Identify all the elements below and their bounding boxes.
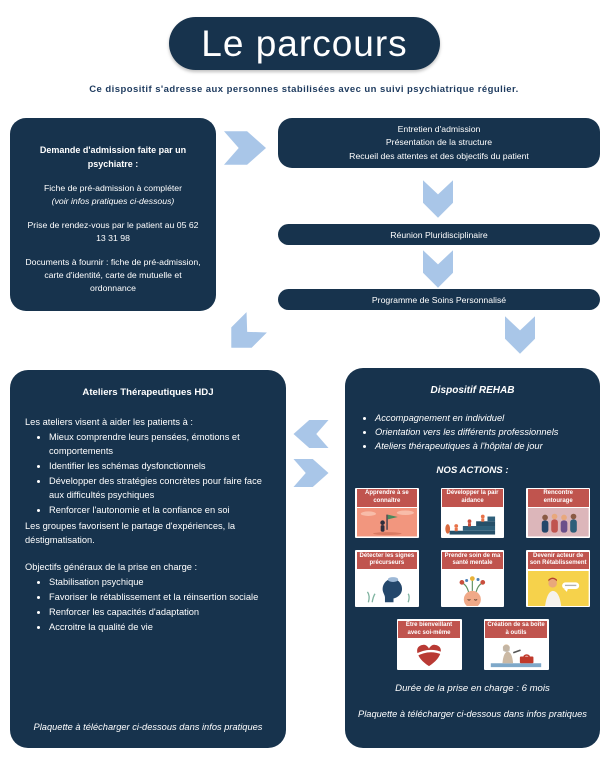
actions-row-1 [355, 488, 590, 539]
action-card [355, 550, 419, 607]
admission-interview-box [278, 118, 600, 168]
arrow-right-icon [291, 459, 331, 487]
admission-request-line2: Prise de rendez-vous par le patient au 05 62 13 31 98 [27, 220, 199, 244]
workshops-footer-note: Plaquette à télécharger ci-dessous dans infos pratiques [33, 722, 263, 733]
action-card-label: Rencontre entourage [528, 489, 589, 507]
arrow-down-left-icon [219, 310, 268, 359]
peer-support-illustration [442, 508, 503, 536]
interview-line1: Entretien d'admission [397, 123, 481, 134]
list-item: • Ateliers thérapeutiques à l'hôpital de jour [375, 439, 590, 453]
arrow-down-icon [505, 315, 535, 355]
action-card-label: Prendre soin de ma santé mentale [442, 552, 503, 570]
action-card [441, 488, 505, 539]
rehab-footer-note: Plaquette à télécharger ci-dessous dans infos pratiques [358, 709, 587, 720]
admission-request-line3: Documents à fournir : fiche de pré-admission, carte d'identité, carte de mutuelle et ordonnance [25, 257, 201, 294]
action-card [355, 488, 419, 539]
action-card-label: Apprendre à se connaître [357, 489, 418, 507]
list-item: • Mieux comprendre leurs pensées, émotions et comportements [49, 431, 271, 459]
action-card [484, 619, 549, 670]
list-item: • Accompagnement en individuel [375, 411, 590, 425]
arrow-left-icon [291, 420, 331, 448]
interview-line3: Recueil des attentes et des objectifs du patient [349, 150, 529, 161]
action-card-label: Création de sa boîte à outils [485, 621, 547, 639]
recovery-actor-illustration [528, 571, 589, 606]
actions-row-2 [355, 550, 590, 607]
self-kindness-illustration [398, 640, 460, 669]
page-title-box [169, 17, 440, 70]
action-card [397, 619, 462, 670]
list-item: • Identifier les schémas dysfonctionnels [49, 460, 271, 474]
arrow-right-icon [224, 131, 266, 165]
workshops-heading: Ateliers Thérapeutiques HDJ [82, 387, 214, 398]
mental-health-care-illustration [442, 571, 503, 606]
page-title: Le parcours [201, 22, 408, 64]
list-item: • Accroitre la qualité de vie [49, 621, 271, 635]
rehab-duration-note: Durée de la prise en charge : 6 mois [395, 683, 550, 695]
program-step-label: Programme de Soins Personnalisé [371, 294, 507, 305]
action-card [526, 550, 590, 607]
admission-request-note: (voir infos pratiques ci-dessous) [51, 196, 175, 207]
workshops-note: Les groupes favorisent le partage d'expériences, la déstigmatisation. [25, 520, 236, 545]
action-card-label: Être bienveillant avec soi-même [398, 621, 460, 639]
list-item: • Orientation vers les différents professionnels [375, 425, 590, 439]
rehab-box [345, 368, 600, 748]
action-card [441, 550, 505, 607]
workshops-goal-list [25, 431, 271, 518]
program-step-bar [278, 289, 600, 310]
action-card-label: Devenir acteur de son Rétablissement [528, 552, 589, 570]
arrow-down-icon [423, 180, 453, 218]
list-item: • Renforcer les capacités d'adaptation [49, 606, 271, 620]
workshops-box [10, 370, 286, 748]
admission-request-box [10, 118, 216, 311]
rehab-bullet-list [355, 411, 590, 454]
list-item: • Renforcer l'autonomie et la confiance en soi [49, 504, 271, 518]
meeting-step-bar [278, 224, 600, 245]
family-meeting-illustration [528, 508, 589, 536]
list-item: • Développer des stratégies concrètes pour faire face aux difficultés psychiques [49, 475, 271, 503]
meeting-step-label: Réunion Pluridisciplinaire [390, 229, 488, 240]
actions-row-3 [355, 619, 590, 670]
workshops-objective-list [25, 576, 271, 635]
action-card-label: Détecter les signes précurseurs [357, 552, 418, 570]
warning-signs-illustration [357, 571, 418, 606]
action-card-label: Développer la pair aidance [442, 489, 503, 507]
rehab-heading: Dispositif REHAB [430, 385, 515, 396]
rehab-actions-heading: NOS ACTIONS : [436, 464, 509, 476]
admission-request-heading: Demande d'admission faite par un psychiatre : [39, 145, 187, 169]
action-card [526, 488, 590, 539]
toolbox-illustration [485, 640, 547, 669]
arrow-down-icon [423, 250, 453, 288]
workshops-objectives-heading: Objectifs généraux de la prise en charge : [25, 561, 198, 572]
self-knowledge-illustration [357, 508, 418, 536]
list-item: • Favoriser le rétablissement et la réinsertion sociale [49, 591, 271, 605]
list-item: • Stabilisation psychique [49, 576, 271, 590]
admission-request-line1: Fiche de pré-admission à compléter [43, 183, 183, 193]
workshops-intro: Les ateliers visent à aider les patients à : [25, 417, 193, 428]
page-subtitle: Ce dispositif s'adresse aux personnes stabilisées avec un suivi psychiatrique régulier. [89, 84, 519, 95]
interview-line2: Présentation de la structure [385, 137, 493, 148]
